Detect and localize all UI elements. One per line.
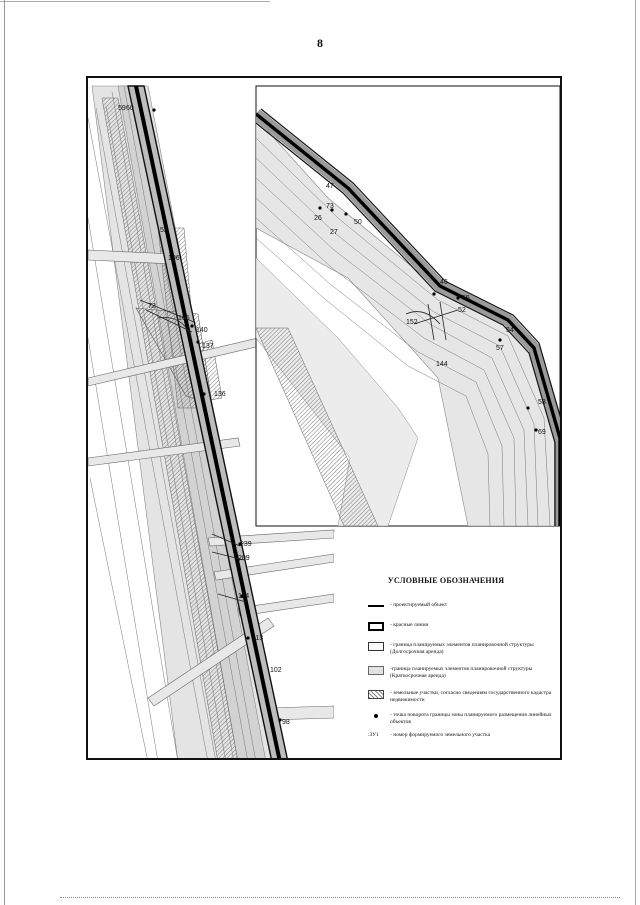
main-label-11: 209 <box>238 555 250 562</box>
plot-code: :ЗУ1 <box>368 732 379 738</box>
main-label-6: 140 <box>196 327 208 334</box>
legend-item-text: - проектируемый объект <box>390 602 448 608</box>
main-label-13: 113 <box>252 635 264 642</box>
legend-item-text: - точка поворота границы зоны планируемого размещения линейных объектов <box>390 712 552 725</box>
main-label-3: 52 <box>160 227 168 234</box>
main-label-7: 105 <box>178 315 190 322</box>
main-label-15: 98 <box>282 719 290 726</box>
map-frame <box>86 76 562 760</box>
legend-title: УСЛОВНЫЕ ОБОЗНАЧЕНИЯ <box>387 576 505 585</box>
main-label-5: 72 <box>148 303 156 310</box>
inset-label-4: 27 <box>330 229 338 236</box>
main-label-10: 239 <box>240 541 252 548</box>
inset-label-14: 69 <box>538 429 546 436</box>
scan-right-edge <box>635 0 636 905</box>
inset-label-9: 54 <box>506 327 514 334</box>
main-label-2: 60 <box>126 105 134 112</box>
legend-item-text: - земельные участки, согласно сведениям государственного кадастра недвижимости <box>390 690 552 703</box>
legend-item-text: -граница планируемых элементов планировочной структуры (Краткосрочная аренда) <box>390 666 533 679</box>
main-label-14: 102 <box>270 667 282 674</box>
inset-label-7: 55 <box>462 295 470 302</box>
scan-bottom-edge <box>60 897 620 899</box>
page-number: 8 <box>317 36 323 50</box>
main-label-12: 114 <box>238 593 250 600</box>
inset-label-1: 47 <box>326 183 334 190</box>
inset-label-6: 46 <box>440 279 448 286</box>
legend-item-text: - красные линии <box>390 622 429 628</box>
inset-label-13: 152 <box>406 319 418 326</box>
plain-box-symbol <box>368 642 384 651</box>
legend <box>334 532 558 756</box>
red-line-box-symbol <box>368 622 384 631</box>
inset-label-3: 73 <box>326 203 334 210</box>
main-label-4: 106 <box>168 255 180 262</box>
hatched-box-symbol <box>368 690 384 699</box>
scan-left-edge <box>4 0 5 905</box>
inset-label-11: 53 <box>538 399 546 406</box>
inset-label-8: 52 <box>458 307 466 314</box>
inset-label-12: 144 <box>436 361 448 368</box>
legend-item-text: - граница планируемых элементов планировочной структуры (Долгосрочная аренда) <box>390 642 534 655</box>
main-label-9: 136 <box>214 391 226 398</box>
thick-line-symbol <box>368 605 384 607</box>
inset-label-10: 57 <box>496 345 504 352</box>
main-label-1: 59 <box>118 105 126 112</box>
scan-top-edge <box>0 1 270 2</box>
main-label-8: 137 <box>202 343 214 350</box>
inset-label-2: 26 <box>314 215 322 222</box>
grey-box-symbol <box>368 666 384 675</box>
dot-symbol <box>374 714 378 718</box>
legend-item-text: - номер формируемого земельного участка <box>390 732 491 738</box>
inset-label-5: 50 <box>354 219 362 226</box>
